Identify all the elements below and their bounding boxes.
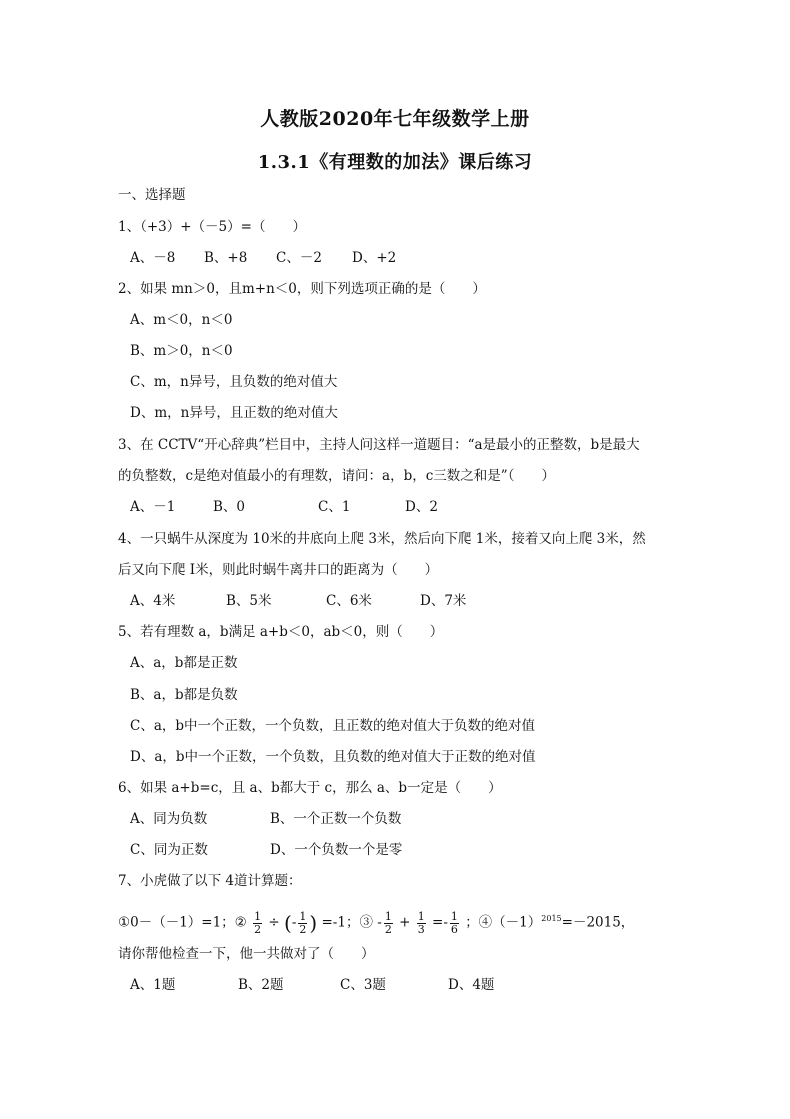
question-5-option-a: A、a，b都是正数 <box>130 655 238 671</box>
question-6-option-c: C、同为正数 <box>130 842 208 858</box>
expression-4-end: =－2015， <box>561 914 635 931</box>
question-3-option-d: D、2 <box>405 499 438 515</box>
question-3-option-a: A、－1 <box>130 499 176 515</box>
section-heading: 一、选择题 <box>118 187 186 203</box>
question-2-option-d: D、m，n异号，且正数的绝对值大 <box>130 405 338 421</box>
question-1-option-d: D、+2 <box>352 250 397 266</box>
question-6-option-a: A、同为负数 <box>130 811 208 827</box>
fraction-one-sixth: $\frac{1}{6}$ <box>450 909 458 936</box>
question-6-option-d: D、一个负数一个是零 <box>270 842 403 858</box>
document-subtitle: 1.3.1《有理数的加法》课后练习 <box>257 152 533 173</box>
question-4-stem-line1: 4、一只蜗牛从深度为 10米的井底向上爬 3米，然后向下爬 1米，接着又向上爬 3米，然 <box>118 531 646 547</box>
question-7-option-b: B、2题 <box>238 977 284 993</box>
question-7-option-d: D、4题 <box>448 977 495 993</box>
question-5-option-b: B、a，b都是负数 <box>130 687 238 703</box>
question-5-stem: 5、若有理数 a，b满足 a+b＜0，ab＜0，则（ ） <box>118 624 444 640</box>
question-4-option-a: A、4米 <box>130 593 176 609</box>
expression-1: ①0－（－1）=1；② <box>118 914 247 931</box>
expression-2-end: =-1；③ <box>321 914 373 931</box>
question-6-stem: 6、如果 a+b=c，且 a、b都大于 c，那么 a、b一定是（ ） <box>118 780 502 796</box>
question-3-option-c: C、1 <box>318 499 351 515</box>
expression-3-end: ；④（－1） <box>465 914 542 931</box>
document-title: 人教版2020年七年级数学上册 <box>260 108 530 130</box>
question-4-option-d: D、7米 <box>420 593 467 609</box>
question-7-option-a: A、1题 <box>130 977 176 993</box>
question-5-option-d: D、a，b中一个正数，一个负数，且负数的绝对值大于正数的绝对值 <box>130 749 536 765</box>
question-7-stem: 7、小虎做了以下 4道计算题： <box>118 873 302 889</box>
fraction-one-third: $\frac{1}{3}$ <box>417 909 425 936</box>
question-2-stem: 2、如果 mn＞0，且m+n＜0，则下列选项正确的是（ ） <box>118 281 486 297</box>
question-4-stem-line2: 后又向下爬 I米，则此时蜗牛离井口的距离为（ ） <box>118 562 439 578</box>
fraction-one-half: $\frac{1}{2}$ <box>254 909 262 936</box>
question-6-option-b: B、一个正数一个负数 <box>270 811 402 827</box>
question-1-option-a: A、－8 <box>130 250 176 266</box>
exponent: 2015 <box>541 914 562 923</box>
question-2-option-c: C、m，n异号，且负数的绝对值大 <box>130 374 338 390</box>
question-5-option-c: C、a，b中一个正数，一个负数，且正数的绝对值大于负数的绝对值 <box>130 718 536 734</box>
question-3-option-b: B、0 <box>213 499 246 515</box>
question-3-stem-line2: 的负整数，c是绝对值最小的有理数，请问：a，b，c三数之和是”（ ） <box>118 468 555 484</box>
question-1-stem: 1、（+3）+（－5）=（ ） <box>118 219 306 235</box>
fraction-one-half-3: $\frac{1}{2}$ <box>384 909 392 936</box>
question-7-option-c: C、3题 <box>340 977 386 993</box>
divide-sign: ÷ <box>268 914 280 931</box>
question-2-option-a: A、m＜0，n＜0 <box>130 312 233 328</box>
question-4-option-c: C、6米 <box>326 593 372 609</box>
question-7-check: 请你帮他检查一下，他一共做对了（ ） <box>118 946 375 962</box>
fraction-one-half-neg: $\frac{1}{2}$ <box>299 909 307 936</box>
question-7-expressions: ①0－（－1）=1；② $\frac{1}{2}$ ÷ (- $\frac{1}{2}$ ) =-1；③ - $\frac{1}{2}$ + $\frac{1}{3}$ =- $\frac{1}{6}$ ；$④(-1)^{2015}=-2015$， <box>118 909 635 936</box>
question-3-stem-line1: 3、在 CCTV“开心辞典”栏目中，主持人问这样一道题目：“a是最小的正整数，b是最大 <box>118 437 640 453</box>
question-4-option-b: B、5米 <box>226 593 272 609</box>
question-1-option-c: C、－2 <box>276 250 322 266</box>
question-1-option-b: B、+8 <box>204 250 248 266</box>
question-2-option-b: B、m＞0，n＜0 <box>130 343 233 359</box>
